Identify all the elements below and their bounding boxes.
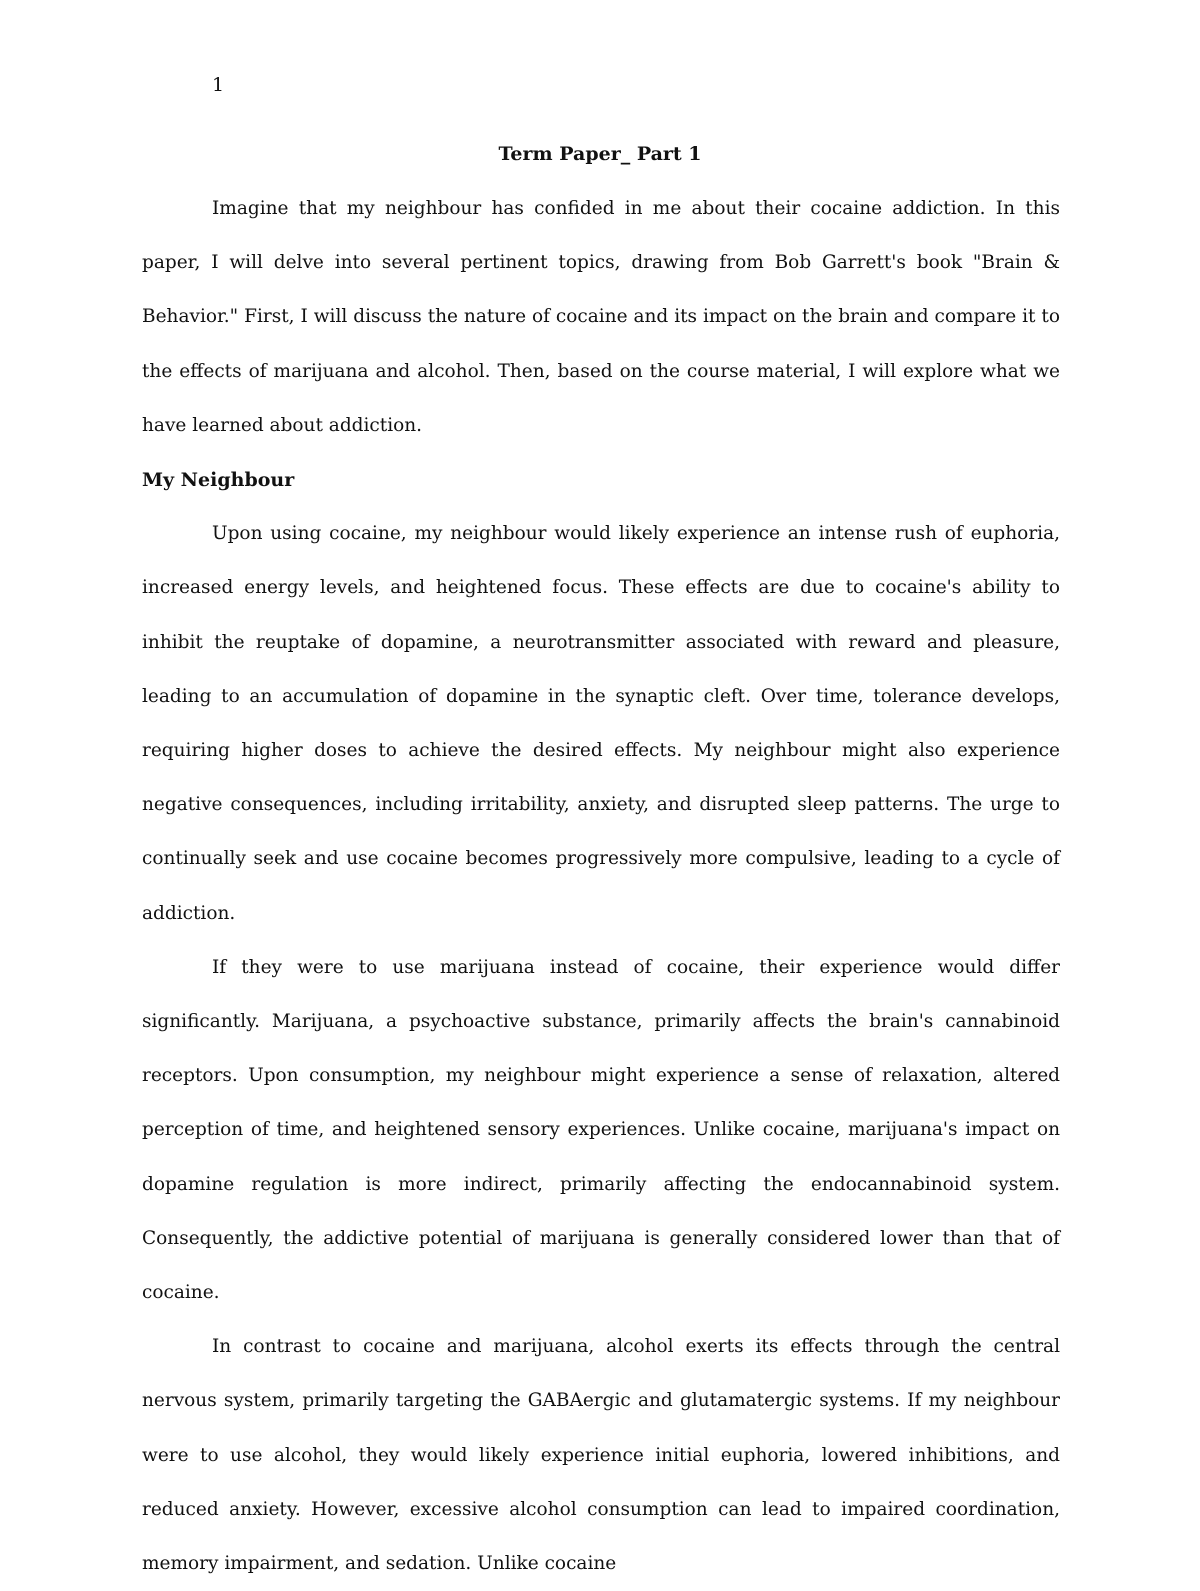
section-heading: My Neighbour xyxy=(142,469,295,492)
document-body xyxy=(142,182,1060,1591)
paragraph-alcohol: In contrast to cocaine and marijuana, alcohol exerts its effects through the central nervous system, primarily targeting the GABAergic and glutamatergic systems. If my neighbour were to use alcohol, they would likely experience initial euphoria, lowered inhibitions, and reduced anxiety. However, excessive alcohol consumption can lead to impaired coordination, memory impairment, and sedation. Unlike cocaine xyxy=(142,1336,1060,1575)
intro-paragraph: Imagine that my neighbour has confided in me about their cocaine addiction. In this paper, I will delve into several pertinent topics, drawing from Bob Garrett's book "Brain & Behavior." First, I will discuss the nature of cocaine and its impact on the brain and compare it to the effects of marijuana and alcohol. Then, based on the course material, I will explore what we have learned about addiction. xyxy=(142,198,1060,436)
paper-title: Term Paper_ Part 1 xyxy=(498,143,702,165)
paragraph-marijuana: If they were to use marijuana instead of cocaine, their experience would differ significantly. Marijuana, a psychoactive substance, primarily affects the brain's cannabinoid receptors. Upon consumption, my neighbour might experience a sense of relaxation, altered perception of time, and heightened sensory experiences. Unlike cocaine, marijuana's impact on dopamine regulation is more indirect, primarily affecting the endocannabinoid system. Consequently, the addictive potential of marijuana is generally considered lower than that of cocaine. xyxy=(142,956,1060,1304)
paragraph-cocaine: Upon using cocaine, my neighbour would likely experience an intense rush of euphoria, increased energy levels, and heightened focus. These effects are due to cocaine's ability to inhibit the reuptake of dopamine, a neurotransmitter associated with reward and pleasure, leading to an accumulation of dopamine in the synaptic cleft. Over time, tolerance develops, requiring higher doses to achieve the desired effects. My neighbour might also experience negative consequences, including irritability, anxiety, and disrupted sleep patterns. The urge to continually seek and use cocaine becomes progressively more compulsive, leading to a cycle of addiction. xyxy=(142,523,1060,924)
page-number: 1 xyxy=(212,74,225,96)
